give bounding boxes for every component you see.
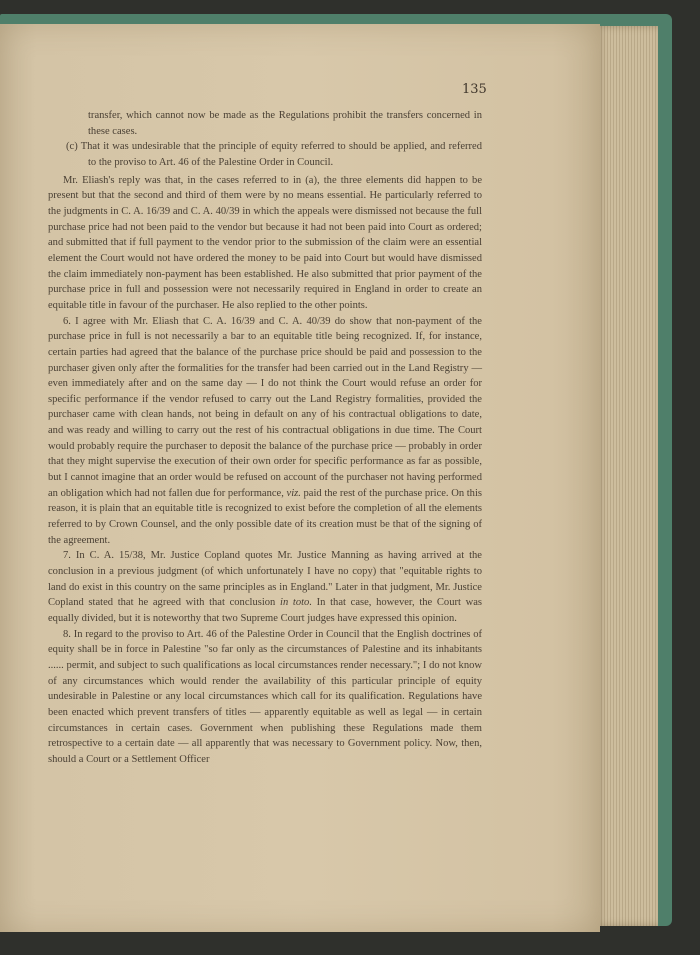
paragraph-7 bbox=[48, 548, 482, 626]
paragraph-continuation: transfer, which cannot now be made as the Regulations prohibit the transfers concerned in these cases. bbox=[88, 110, 482, 137]
paragraph-6-text: 6. I agree with Mr. Eliash that C. A. 16/39 and C. A. 40/39 do show that non-payment of the purchase price in full is not necessarily a bar to an equitable title being recognized. If, for instance, certain parties had agreed that the balance of the purchase price should be paid and possession to the purchaser given only after the formalities for the transfer had been carried out in the Land Registry — even immediately after and on the same day — I do not think the Court would refuse an order for specific performance if the vendor refused to carry out the Land Registry formalities, provided the purchaser came with clean hands, not being in default on any of his contractual obligations to date, and was ready and willing to carry out the rest of his contractual obligations in due time. The Court would probably require the purchaser to deposit the balance of the purchase price — probably in order that they might supervise the execution of their own order for specific performance as far as possible, but I cannot imagine that an order would be refused on account of the purchaser not having performed an obligation which had not fallen due for performance, bbox=[48, 315, 482, 499]
paragraph-6-italic: viz. bbox=[286, 487, 301, 499]
paragraph-7-italic: in toto. bbox=[280, 597, 312, 609]
page-text bbox=[48, 108, 482, 768]
page-number: 135 bbox=[462, 82, 487, 97]
paragraph-6-after: paid the rest of the purchase price. On this reason, it is plain that an equitable title is recognized to exist before the completion of all the elements referred to by Crown Counsel, and the only possible date of its creation must be that of the signing of the agreement. bbox=[48, 487, 482, 546]
page-edges bbox=[596, 26, 658, 926]
paragraph-7-text: 7. In C. A. 15/38, Mr. Justice Copland quotes Mr. Justice Manning as having arrived at the conclusion in a previous judgment (of which unfortunately I have no copy) that "equitable rights to land do exist in this country on the same principles as in England." Later in that judgment, Mr. Justice Copland stated that he agreed with that conclusion bbox=[48, 550, 482, 609]
paragraph-6 bbox=[48, 314, 482, 549]
list-item-c: (c) That it was undesirable that the principle of equity referred to should be applied, and referred to the proviso to Art. 46 of the Palestine Order in Council. bbox=[66, 141, 482, 168]
paragraph-7-after: In that case, however, the Court was equally divided, but it is noteworthy that two Supreme Court judges have expressed this opinion. bbox=[48, 597, 483, 624]
paragraph-8: 8. In regard to the proviso to Art. 46 of the Palestine Order in Council that the English doctrines of equity shall be in force in Palestine "so far only as the circumstances of Palestine and its inhabitants ...... permit, and subject to such qualifications as local circumstances render necessary."; I do not know of any circumstances which would render the availability of this particular principle of equity undesirable in Palestine or any local circumstances which call for its qualification. Regulations have been enacted which prevent transfers of titles — apparently equitable as well as legal — in certain circumstances in certain cases. Government when publishing these Regulations made them retrospective to a certain date — all apparently that was necessary to Government policy. Now, then, should a Court or a Settlement Officer bbox=[48, 628, 482, 765]
paragraph-reply: Mr. Eliash's reply was that, in the cases referred to in (a), the three elements did happen to be present but that the second and third of them were by no means essential. He particularly referred to the judgments in C. A. 16/39 and C. A. 40/39 in which the appeals were dismissed not because the full purchase price had not been paid to the vendor but because it had not been paid into Court as ordered; and submitted that if full payment to the vendor prior to the submission of the claim were an essential element the Court would not have ordered the money to be paid into Court but would have dismissed the claim immediately non-payment has been established. He also submitted that prior payment of the purchase price in full and possession were not necessarily required in England in order to create an equitable title in favour of the purchaser. He also replied to the other points. bbox=[48, 174, 482, 311]
